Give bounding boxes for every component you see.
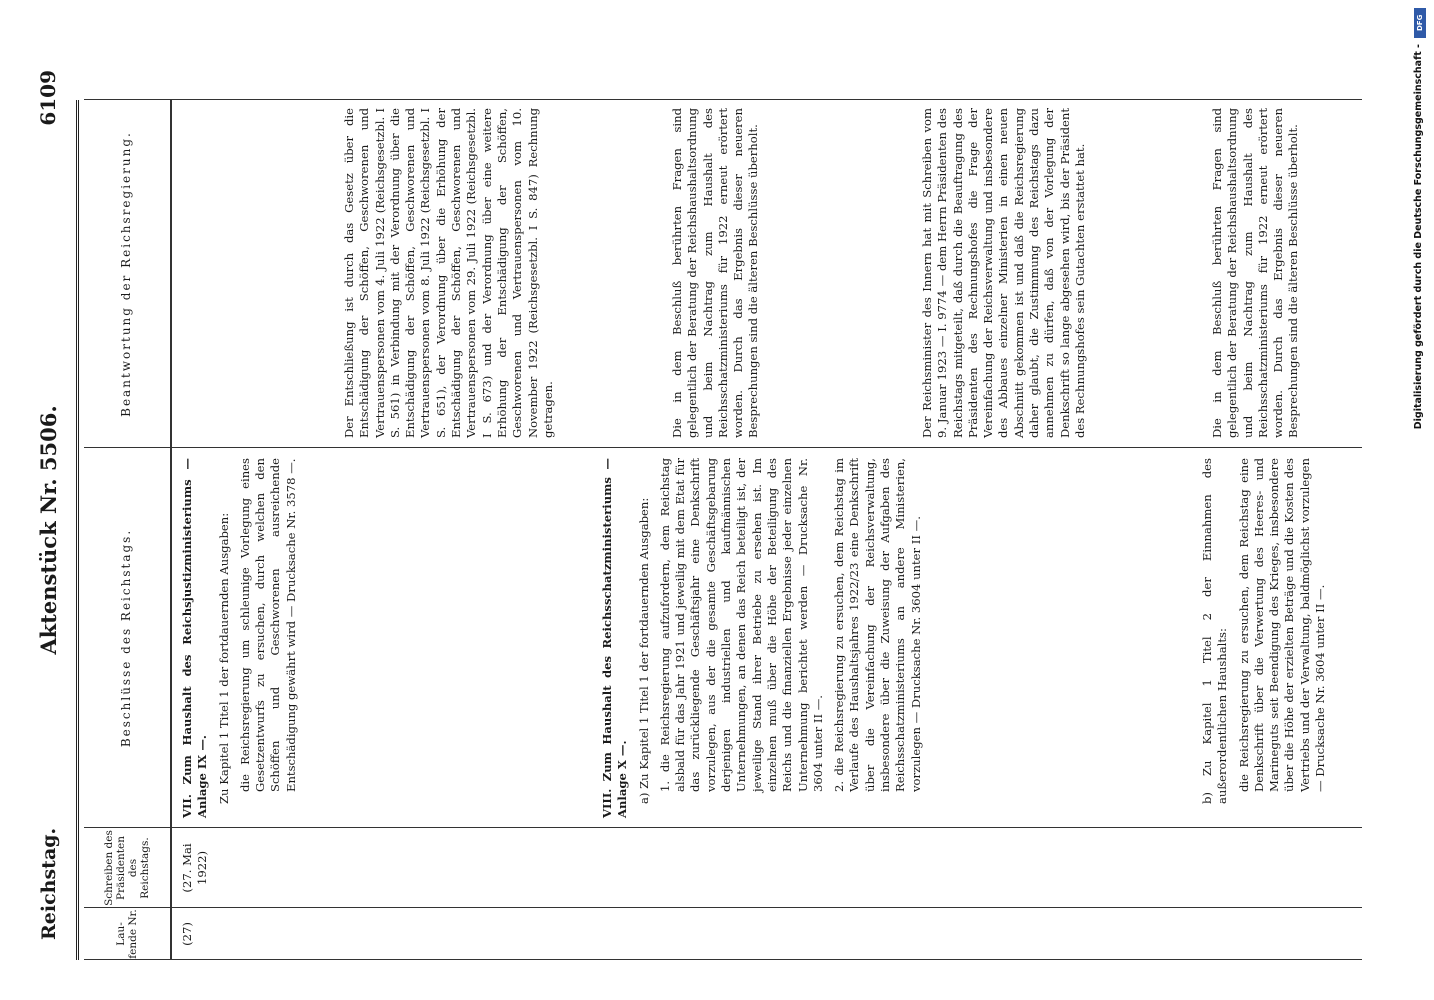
section-8-a1: 1. die Reichsregierung aufzufordern, dem Reichstag alsbald für das Jahr 1921 und jeweilig mit dem Etat für das zurückliegende Geschäftsjahr eine Denkschrift vorzulegen, aus der die gesamte Geschäftsgebarung derjenigen industriellen und kaufmännischen Unternehmungen, an denen das Reich beteiligt ist, der jeweilige Stand ihrer Betriebe zu ersehen ist. Im einzelnen muß über die Höhe der Beteiligung des Reichs und die finanziellen Ergebnisse jeder einzelnen Unternehmung berichtet werden — Drucksache Nr. 3604 unter II —. (657, 458, 825, 792)
dfg-badge: DFG (1414, 8, 1426, 38)
section-8-heading: VIII. Zum Haushalt des Reichsschatzministeriums — Anlage X —. (600, 458, 630, 818)
section-7-heading: VII. Zum Haushalt des Reichsjustizministeriums — Anlage IX —. (180, 458, 210, 818)
section-8 (600, 458, 930, 818)
colhead-letter: Schreiben des Präsidenten des Reichstags. (102, 830, 152, 906)
column-rule (84, 99, 1362, 100)
colhead-number: Lau- fende Nr. (114, 909, 139, 959)
section-8-b-heading: b) Zu Kapitel 1 Titel 2 der Einnahmen des außerordentlichen Haushalts: (1200, 458, 1230, 804)
colhead-resolutions: Beschlüsse des Reichstags. (119, 528, 134, 748)
column-rule (84, 447, 1362, 448)
column-rule (84, 827, 1362, 828)
page-number: 6109 (36, 70, 60, 126)
section-8-a2: 2. die Reichsregierung zu ersuchen, dem Reichstag im Verlaufe des Haushaltsjahres 1922/23 eine Denkschrift über die Vereinfachung der Reichsverwaltung, insbesondere über die Zuweisung der Aufgaben des Reichsschatzministeriums an andere Ministerien, vorzulegen — Drucksache Nr. 3604 unter II —. (832, 458, 923, 792)
page-header (30, 60, 80, 1000)
header-rule (76, 100, 79, 960)
dfg-sidebar (1404, 0, 1434, 1000)
page-rotated (30, 60, 1390, 1000)
section-8-b-text: die Reichsregierung zu ersuchen, dem Reichstag eine Denkschrift über die Verwertung des Heeres- und Marineguts seit Beendigung des Krieges, insbesondere über die Höhe der erzielten Beträge und die Kosten des Vertriebs und der Verwaltung, baldmöglichst vorzulegen — Drucksache Nr. 3604 unter II —. (1236, 458, 1328, 792)
header-bottom-rule (170, 100, 172, 960)
section-7-subheading: Zu Kapitel 1 Titel 1 der fortdauernden Ausgaben: (216, 512, 231, 804)
colhead-answers: Beantwortung der Reichsregierung. (119, 131, 134, 417)
section-7-resolution: die Reichsregierung um schleunige Vorlegung eines Gesetzentwurfs zu ersuchen, durch welchen den Schöffen und Geschworenen ausreichende Entschädigung gewährt wird — Drucksache Nr. 3578 —. (237, 458, 298, 792)
section-8-a-heading: a) Zu Kapitel 1 Titel 1 der fortdauernden Ausgaben: (636, 497, 651, 804)
section-8-a1-answer: Die in dem Beschluß berührten Fragen sind gelegentlich der Beratung der Reichshaushaltsordnung und beim Nachtrag zum Haushalt des Reichsschatzministeriums für 1922 erneut erörtert worden. Durch das Ergebnis dieser neueren Besprechungen sind die älteren Beschlüsse überholt. (670, 108, 761, 438)
header-title: Aktenstück Nr. 5506. (36, 405, 61, 655)
entry-date: (27. Mai 1922) (180, 843, 210, 893)
section-7 (180, 458, 305, 818)
entry-number: (27) (180, 922, 194, 946)
column-rule (84, 959, 1362, 960)
section-8-b-answer: Die in dem Beschluß berührten Fragen sind gelegentlich der Beratung der Reichshaushaltsordnung und beim Nachtrag zum Haushalt des Reichsschatzministeriums für 1922 erneut erörtert worden. Durch das Ergebnis dieser neueren Besprechungen sind die älteren Beschlüsse überholt. (1210, 108, 1301, 438)
dfg-credit: Digitalisierung gefördert durch die Deutsche Forschungsgemeinschaft - (1413, 44, 1424, 430)
header-left: Reichstag. (38, 827, 60, 940)
section-8-b (1200, 458, 1334, 818)
section-8-a2-answer: Der Reichsminister des Innern hat mit Schreiben vom 9. Januar 1923 — I. 9774 — dem Herrn Präsidenten des Reichstags mitgeteilt, daß durch die Beauftragung des Präsidenten des Rechnungshofes die Frage der Vereinfachung der Reichsverwaltung und insbesondere des Abbaues einzelner Ministerien in einen neuen Abschnitt gekommen ist und daß die Reichsregierung daher glaubt, die Zustimmung des Reichstags dazu annehmen zu dürfen, daß von der Vorlegung der Denkschrift so lange abgesehen wird, bis der Präsident des Rechnungshofes sein Gutachten erstattet hat. (920, 108, 1087, 438)
section-7-answer: Der Entschließung ist durch das Gesetz über die Entschädigung der Schöffen, Geschworenen und Vertrauenspersonen vom 4. Juli 1922 (Reichsgesetzbl. I S. 561) in Verbindung mit der Verordnung über die Entschädigung der Schöffen, Geschworenen und Vertrauenspersonen vom 8. Juli 1922 (Reichsgesetzbl. I S. 651), der Verordnung über die Erhöhung der Entschädigung der Schöffen, Geschworenen und Vertrauenspersonen vom 29. Juli 1922 (Reichsgesetzbl. I S. 673) und der Verordnung über eine weitere Erhöhung der Entschädigung der Schöffen, Geschworenen und Vertrauenspersonen vom 10. November 1922 (Reichsgesetzbl. I S. 847) Rechnung getragen. (342, 108, 555, 438)
column-rule (84, 907, 1362, 908)
